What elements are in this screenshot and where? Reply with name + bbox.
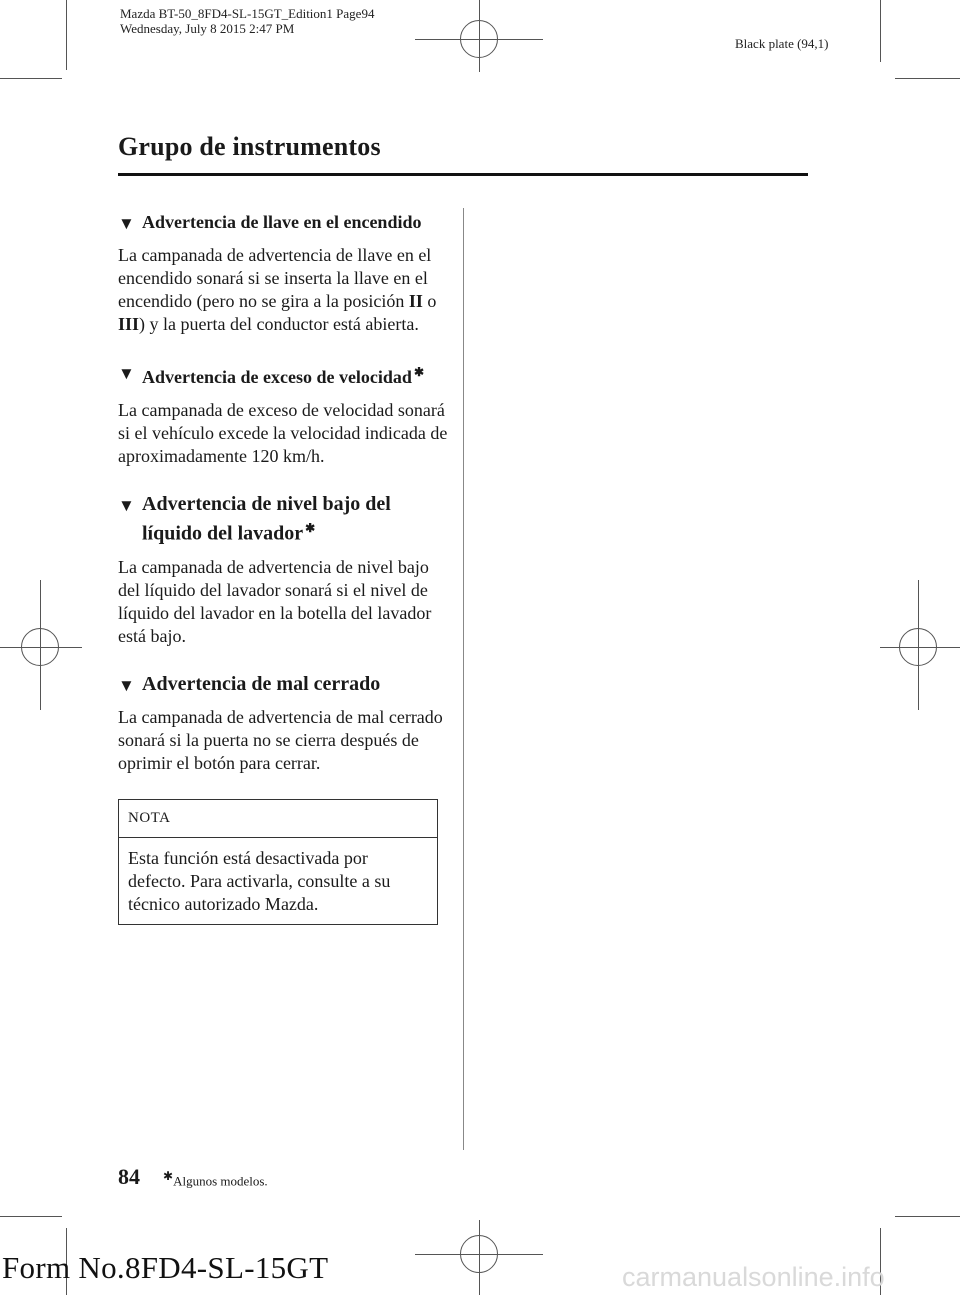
section-door-lock-warning <box>118 672 448 775</box>
note-box <box>118 799 438 925</box>
triangle-icon: ▼ <box>118 496 135 515</box>
watermark: carmanualsonline.info <box>622 1262 885 1292</box>
slug-file-info: Mazda BT-50_8FD4-SL-15GT_Edition1 Page94 <box>120 6 375 21</box>
section-body: La campanada de exceso de velocidad sonará si el vehículo excede la velocidad indicada de aproximadamente 120 km/h. <box>118 400 448 466</box>
section-heading: ▼ Advertencia de llave en el encendido <box>118 210 448 234</box>
slug-date: Wednesday, July 8 2015 2:47 PM <box>120 21 295 36</box>
plate-info: Black plate (94,1) <box>735 36 829 51</box>
section-body: La campanada de advertencia de llave en el encendido sonará si se inserta la llave en el encendido (pero no se gira a la posición II o III) y la puerta del conductor está abierta. <box>118 245 437 334</box>
footnote: ✱Algunos modelos. <box>163 1169 268 1189</box>
asterisk-icon: ✱ <box>305 521 316 535</box>
triangle-icon: ▼ <box>118 214 135 233</box>
page-title: Grupo de instrumentos <box>118 132 381 161</box>
page-number: 84 <box>118 1164 140 1189</box>
asterisk-icon: ✱ <box>413 365 425 379</box>
section-key-warning <box>118 210 448 336</box>
section-heading: ▼ Advertencia de nivel bajo del líquido del lavador ✱ <box>118 493 391 545</box>
title-rule <box>118 173 808 176</box>
triangle-icon: ▼ <box>118 675 135 695</box>
section-body: La campanada de advertencia de nivel bajo del líquido del lavador sonará si el nivel de líquido del lavador en la botella del lavador está bajo. <box>118 556 432 646</box>
section-washer-level-warning <box>118 492 448 648</box>
asterisk-icon: ✱ <box>163 1169 174 1183</box>
note-title: NOTA <box>119 800 437 838</box>
form-number: Form No.8FD4-SL-15GT <box>2 1250 329 1285</box>
section-heading: ▼ Advertencia de mal cerrado <box>118 672 448 696</box>
section-heading: ▼ Advertencia de exceso de velocidad ✱ <box>118 364 425 387</box>
section-overspeed-warning <box>118 360 448 468</box>
section-body: La campanada de advertencia de mal cerrado sonará si la puerta no se cierra después de oprimir el botón para cerrar. <box>118 706 443 773</box>
triangle-icon: ▼ <box>118 364 135 383</box>
content-column <box>118 210 448 925</box>
column-divider <box>463 208 464 1150</box>
note-body: Esta función está desactivada por defecto. Para activarla, consulte a su técnico autorizado Mazda. <box>128 847 391 914</box>
